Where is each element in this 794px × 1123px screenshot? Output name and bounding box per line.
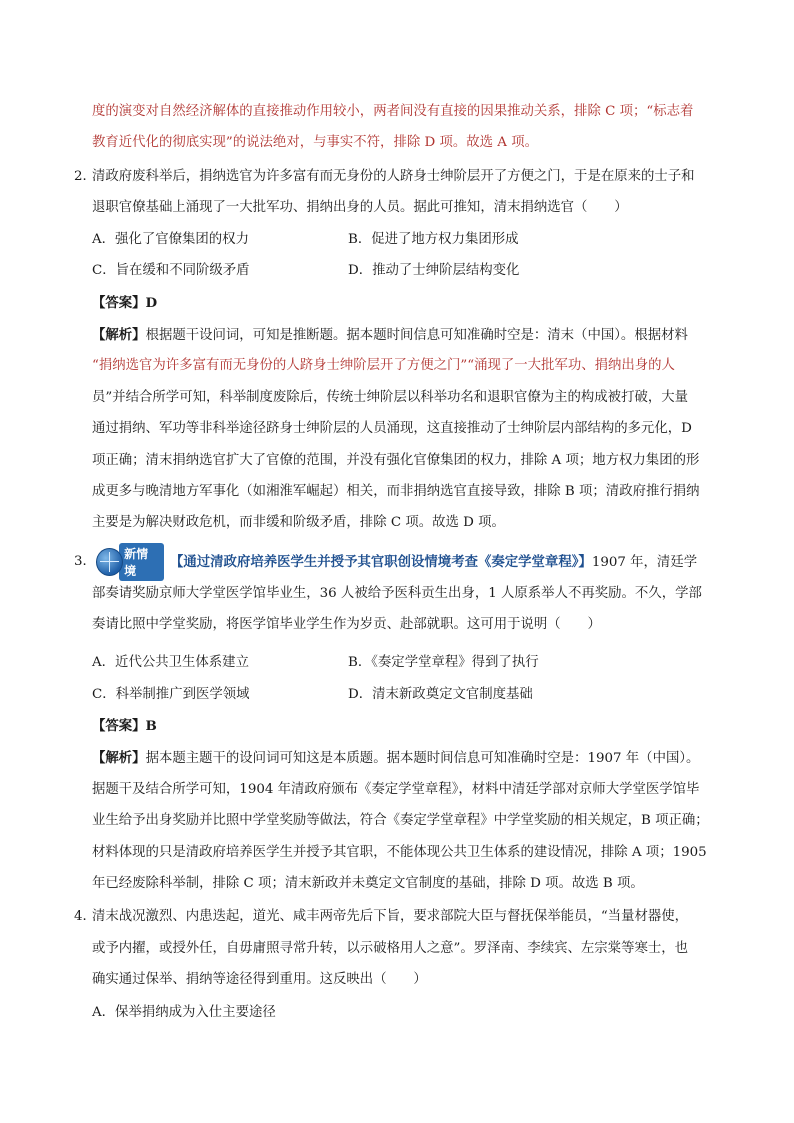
q2-stem-line: 清政府废科举后，捐纳选官为许多富有而无身份的人跻身士绅阶层开了方便之门，于是在原来的士子和 bbox=[92, 169, 695, 184]
q1-analysis-line: 度的演变对自然经济解体的直接推动作用较小，两者间没有直接的因果推动关系，排除 C 项；“标志着 bbox=[92, 104, 694, 119]
q4-option-a: A．保举捐纳成为入仕主要途径 bbox=[92, 1005, 276, 1020]
q4-number: 4． bbox=[74, 909, 96, 924]
q2-analysis-line bbox=[92, 325, 688, 346]
q3-option-c: C．科举制推广到医学领域 bbox=[92, 687, 250, 702]
q3-option-a: A．近代公共卫生体系建立 bbox=[92, 655, 249, 670]
new-context-badge bbox=[96, 548, 164, 576]
q3-number: 3． bbox=[74, 554, 96, 569]
q2-analysis-line: 主要是为解决财政危机，而非缓和阶级矛盾，排除 C 项。故选 D 项。 bbox=[92, 515, 505, 530]
q2-analysis-line: 通过捐纳、军功等非科举途径跻身士绅阶层的人员涌现，这直接推动了士绅阶层内部结构的多元化，D bbox=[92, 421, 692, 436]
q2-option-a: A．强化了官僚集团的权力 bbox=[92, 232, 249, 247]
q3-option-d: D．清末新政奠定文官制度基础 bbox=[348, 687, 533, 702]
q2-number: 2． bbox=[74, 169, 96, 184]
q4-stem-line: 确实通过保举、捐纳等途径得到重用。这反映出（ ） bbox=[92, 972, 427, 987]
q3-context-title: 【通过清政府培养医学生并授予其官职创设情境考查《奏定学堂章程》】 bbox=[170, 554, 592, 570]
analysis-label: 【解析】 bbox=[92, 750, 146, 766]
analysis-text: 据本题主题干的设问词可知这是本质题。据本题时间信息可知准确时空是：1907 年（中国）。 bbox=[145, 751, 700, 766]
q2-option-c: C．旨在缓和不同阶级矛盾 bbox=[92, 263, 250, 278]
q2-analysis-line: 项正确；清末捐纳选官扩大了官僚的范围，并没有强化官僚集团的权力，排除 A 项；地方权力集团的形 bbox=[92, 453, 700, 468]
q3-stem-text: 1907 年，清廷学 bbox=[591, 555, 698, 570]
q4-stem-line: 清末战况激烈、内患迭起，道光、咸丰两帝先后下旨，要求部院大臣与督抚保举能员，“当量材器使， bbox=[92, 909, 689, 924]
q2-analysis-line: 成更多与晚清地方军事化（如湘淮军崛起）相关，而非捐纳选官直接导致，排除 B 项；清政府推行捐纳 bbox=[92, 484, 700, 499]
q3-stem-line: 奏请比照中学堂奖励，将医学馆毕业学生作为岁贡、赴部就职。这可用于说明（ ） bbox=[92, 617, 601, 632]
q2-analysis-quote-line: “捐纳选官为许多富有而无身份的人跻身士绅阶层开了方便之门”“涌现了一大批军功、捐纳出身的人 bbox=[92, 358, 675, 373]
q3-analysis-line: 材料体现的只是清政府培养医学生并授予其官职，不能体现公共卫生体系的建设情况，排除 A 项；1905 bbox=[92, 845, 707, 860]
q1-analysis-line: 教育近代化的彻底实现”的说法绝对，与事实不符，排除 D 项。故选 A 项。 bbox=[92, 135, 538, 150]
analysis-text: 根据题干设问词，可知是推断题。据本题时间信息可知准确时空是：清末（中国）。根据材料 bbox=[145, 328, 688, 343]
q2-stem-line: 退职官僚基础上涌现了一大批军功、捐纳出身的人员。据此可推知，清末捐纳选官（ ） bbox=[92, 200, 628, 215]
new-context-label: 新情境 bbox=[119, 543, 164, 581]
analysis-label: 【解析】 bbox=[92, 327, 146, 343]
globe-icon bbox=[96, 548, 123, 576]
q2-option-d: D．推动了士绅阶层结构变化 bbox=[348, 263, 520, 278]
q3-answer: 【答案】B bbox=[92, 718, 157, 734]
q3-option-b: B．《奏定学堂章程》得到了执行 bbox=[348, 655, 539, 670]
q4-stem-line: 或予内擢，或授外任，自毋庸照寻常升转，以示破格用人之意”。罗泽南、李续宾、左宗棠等寒士，也 bbox=[92, 941, 689, 956]
q3-analysis-line: 年已经废除科举制，排除 C 项；清末新政并未奠定文官制度的基础，排除 D 项。故选 B 项。 bbox=[92, 876, 644, 891]
q2-analysis-line: 员”并结合所学可知，科举制度废除后，传统士绅阶层以科举功名和退职官僚为主的构成被打破，大量 bbox=[92, 390, 689, 405]
q3-analysis-line: 业生给予出身奖励并比照中学堂奖励等做法，符合《奏定学堂章程》中学堂奖励的相关规定，B 项正确； bbox=[92, 813, 709, 828]
q3-stem-line: 部奏请奖励京师大学堂医学馆毕业生，36 人被给予医科贡生出身，1 人原系举人不再奖励。不久，学部 bbox=[92, 586, 702, 601]
q2-option-b: B．促进了地方权力集团形成 bbox=[348, 232, 519, 247]
q3-analysis-line: 据题干及结合所学可知，1904 年清政府颁布《奏定学堂章程》，材料中清廷学部对京师大学堂医学馆毕 bbox=[92, 782, 700, 797]
q3-analysis-line bbox=[92, 748, 699, 769]
q3-stem-line bbox=[170, 552, 697, 573]
q2-answer: 【答案】D bbox=[92, 295, 158, 311]
